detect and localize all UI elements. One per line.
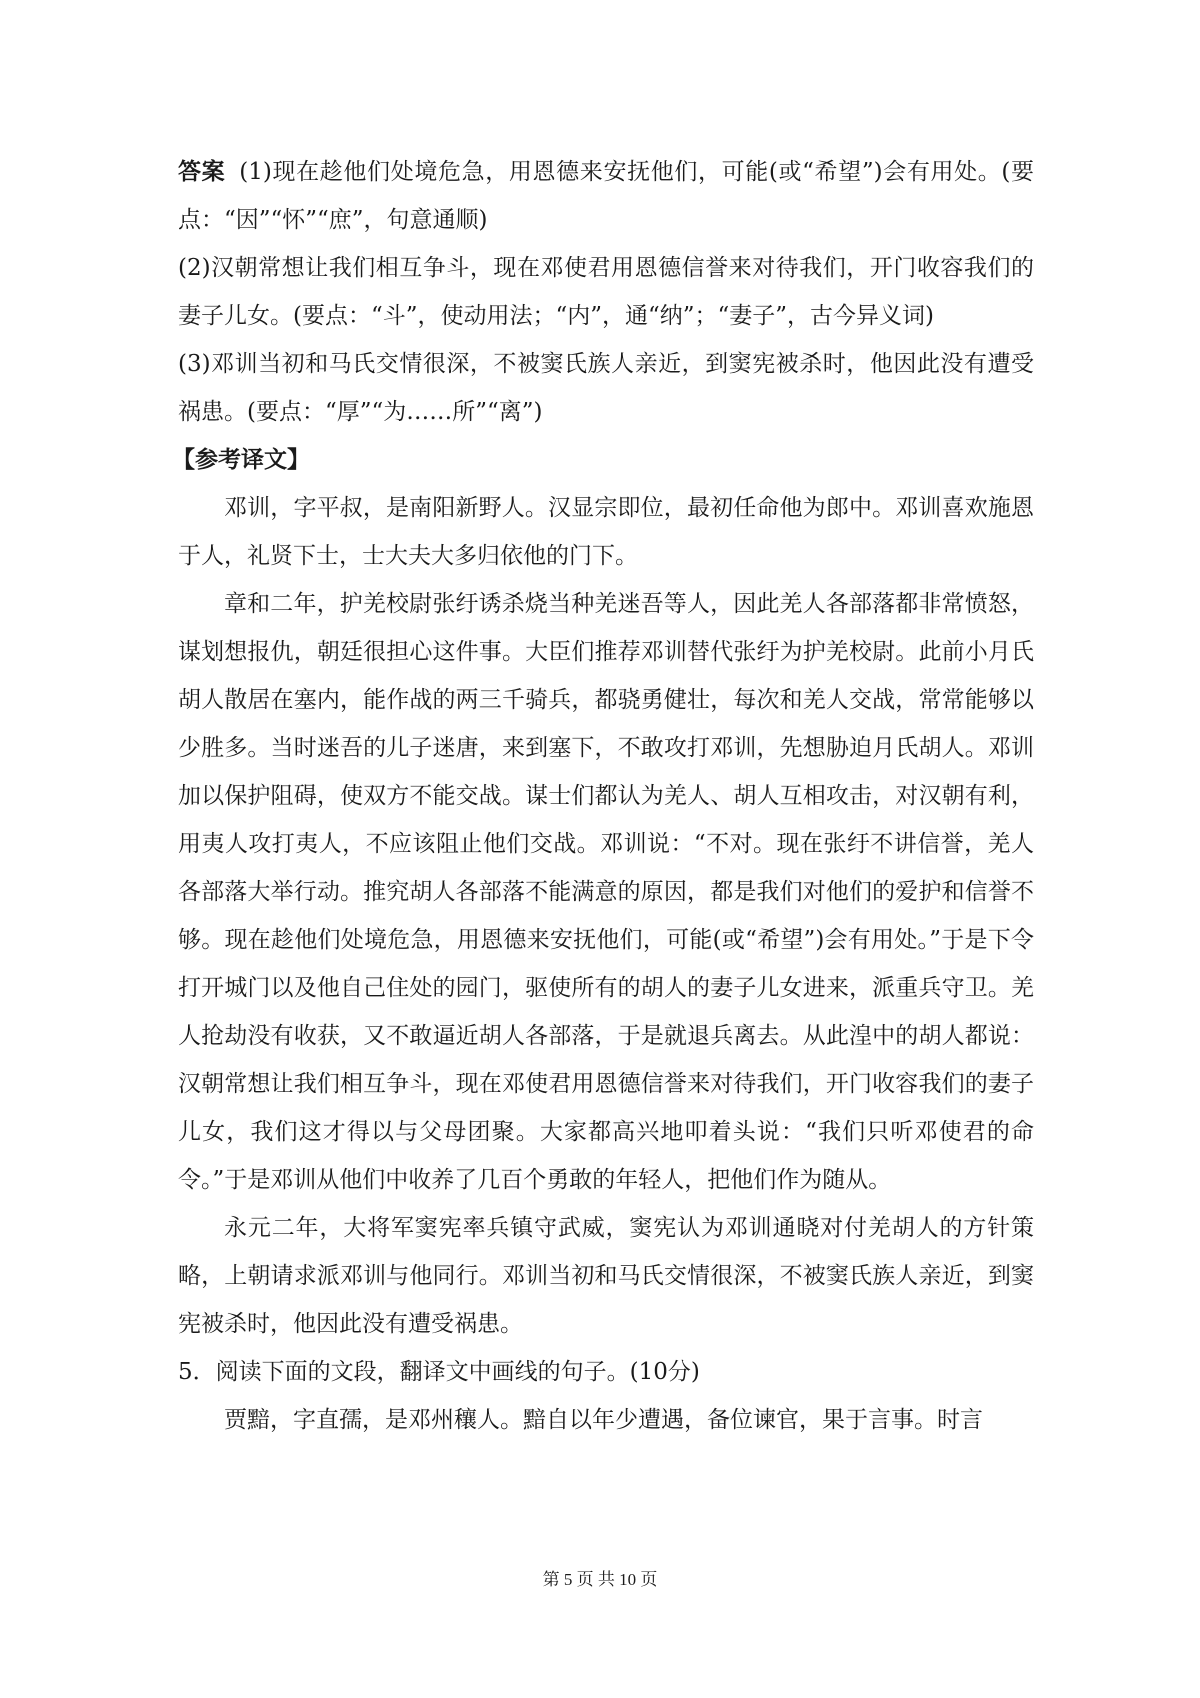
page-content [172, 148, 1035, 1444]
question-passage: 贾黯，字直孺，是邓州穰人。黯自以年少遭遇，备位谏官，果于言事。时言 [224, 1407, 983, 1433]
answer-item-1-text: (1)现在趁他们处境危急，用恩德来安抚他们，可能(或“希望”)会有用处。(要点：“因”“怀”“庶”，句意通顺) [178, 159, 1035, 233]
answer-item-1 [178, 148, 1034, 244]
translation-heading: 【参考译文】 [172, 446, 310, 473]
answer-item-2: (2)汉朝常想让我们相互争斗，现在邓使君用恩德信誉来对待我们，开门收容我们的妻子儿女。(要点：“斗”，使动用法；“内”，通“纳”；“妻子”，古今异义词) [178, 255, 1034, 329]
page-footer: 第 5 页 共 10 页 [542, 1570, 658, 1589]
translation-paragraph-1: 邓训，字平叔，是南阳新野人。汉显宗即位，最初任命他为郎中。邓训喜欢施恩于人，礼贤下士，士大夫大多归依他的门下。 [178, 495, 1034, 569]
answer-item-3: (3)邓训当初和马氏交情很深，不被窦氏族人亲近，到窦宪被杀时，他因此没有遭受祸患。(要点：“厚”“为……所”“离”) [178, 351, 1034, 425]
translation-paragraph-2: 章和二年，护羌校尉张纡诱杀烧当种羌迷吾等人，因此羌人各部落都非常愤怒，谋划想报仇，朝廷很担心这件事。大臣们推荐邓训替代张纡为护羌校尉。此前小月氏胡人散居在塞内，能作战的两三千骑兵，都骁勇健壮，每次和羌人交战，常常能够以少胜多。当时迷吾的儿子迷唐，来到塞下，不敢攻打邓训，先想胁迫月氏胡人。邓训加以保护阻碍，使双方不能交战。谋士们都认为羌人、胡人互相攻击，对汉朝有利，用夷人攻打夷人，不应该阻止他们交战。邓训说：“不对。现在张纡不讲信誉，羌人各部落大举行动。推究胡人各部落不能满意的原因，都是我们对他们的爱护和信誉不够。现在趁他们处境危急，用恩德来安抚他们，可能(或“希望”)会有用处。”于是下令打开城门以及他自己住处的园门，驱使所有的胡人的妻子儿女进来，派重兵守卫。羌人抢劫没有收获，又不敢逼近胡人各部落，于是就退兵离去。从此湟中的胡人都说：汉朝常想让我们相互争斗，现在邓使君用恩德信誉来对待我们，开门收容我们的妻子儿女，我们这才得以与父母团聚。大家都高兴地叩着头说：“我们只听邓使君的命令。”于是邓训从他们中收养了几百个勇敢的年轻人，把他们作为随从。 [178, 591, 1034, 1193]
question-title: 5．阅读下面的文段，翻译文中画线的句子。(10分) [178, 1359, 700, 1385]
answer-label: 答案 [178, 158, 226, 185]
translation-paragraph-3: 永元二年，大将军窦宪率兵镇守武威，窦宪认为邓训通晓对付羌胡人的方针策略，上朝请求派邓训与他同行。邓训当初和马氏交情很深，不被窦氏族人亲近，到窦宪被杀时，他因此没有遭受祸患。 [178, 1215, 1034, 1337]
